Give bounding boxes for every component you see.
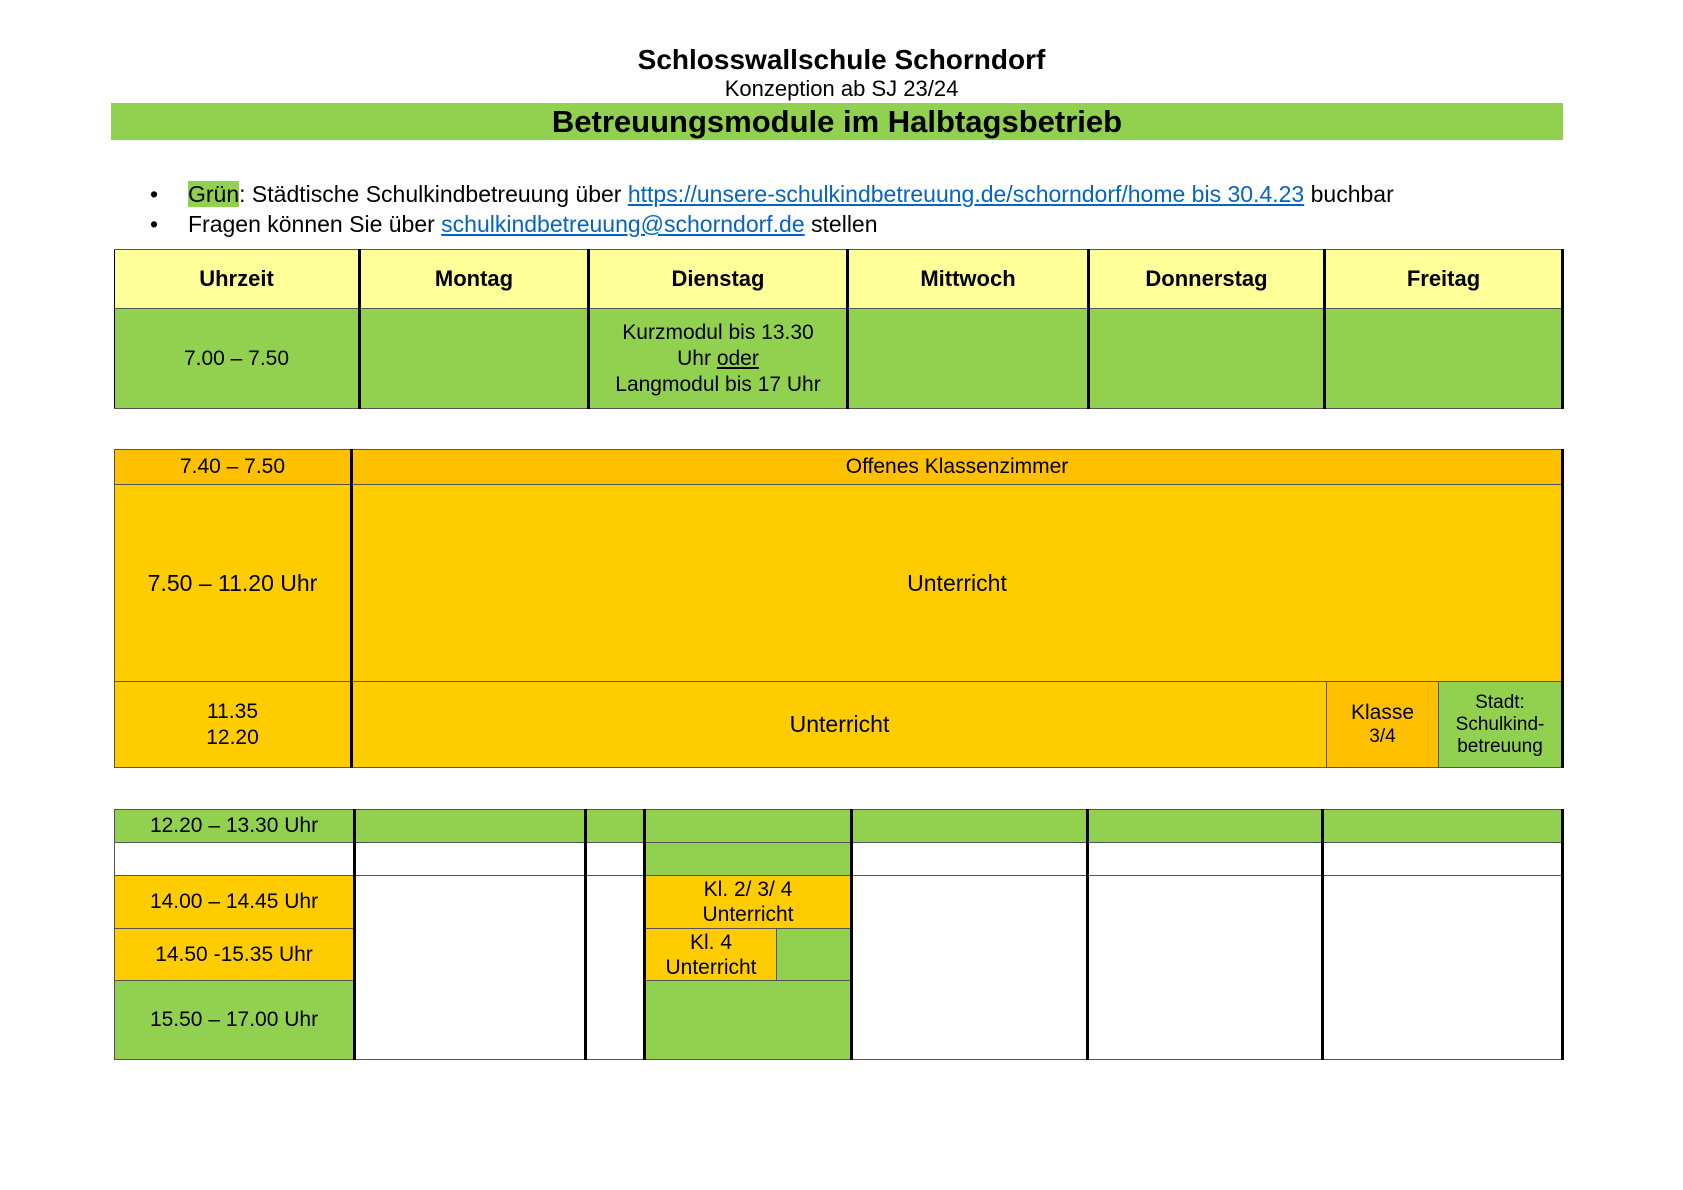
header-mittwoch: Mittwoch [848,250,1089,309]
table-row [115,450,1563,485]
table-row [115,485,1563,682]
cell-dienstag-green [645,981,852,1060]
cell-freitag [1323,876,1563,1060]
cell-mittwoch [852,810,1088,843]
time-cell: 14.50 -15.35 Uhr [115,929,355,981]
concept-subtitle: Konzeption ab SJ 23/24 [724,76,959,101]
header-freitag: Freitag [1325,250,1563,309]
klasse-label: Klasse [1350,700,1415,724]
cell-dienstag [645,810,852,843]
cell-montag [355,810,586,843]
time-cell: 7.40 – 7.50 [115,450,352,485]
header-dienstag: Dienstag [589,250,848,309]
klasse-cell [1327,682,1439,768]
kl4-label: Kl. 4 [689,930,733,954]
kl234-label: Kl. 2/ 3/ 4 [703,878,793,901]
bullet-item-questions [150,211,878,238]
cell-freitag [1323,810,1563,843]
time-start: 11.35 [207,699,258,723]
klasse-grade: 3/4 [1369,725,1396,747]
table-row [115,876,1563,929]
module-line3: Langmodul bis 17 Uhr [615,372,821,396]
cell-narrow [586,810,645,843]
header-montag: Montag [360,250,589,309]
cell-montag [355,843,586,876]
kl4-text: Unterricht [665,955,757,979]
cell-narrow [586,876,645,1060]
time-cell [115,682,352,768]
cell-narrow [586,843,645,876]
time-end: 12.20 [206,725,259,749]
school-title: Schlosswallschule Schorndorf [637,44,1046,75]
cell-dienstag-green [777,929,852,981]
bullet-dot-icon: • [150,211,159,237]
open-classroom-cell: Offenes Klassenzimmer [352,450,1563,485]
bullet2-tail: stellen [804,211,878,237]
booking-link[interactable]: https://unsere-schulkindbetreuung.de/schorndorf/home bis 30.4.23 [627,181,1305,207]
time-cell-empty [115,843,355,876]
table-row [115,843,1563,876]
time-cell: 15.50 – 17.00 Uhr [115,981,355,1060]
cell-freitag [1325,309,1563,409]
cell-dienstag-module [589,309,848,409]
lesson-cell: Unterricht [352,682,1327,768]
schedule-table-morning [114,249,1564,409]
time-cell: 7.00 – 7.50 [115,309,360,409]
table-row [115,309,1563,409]
cell-montag [360,309,589,409]
module-oder: oder [716,346,759,370]
header-uhrzeit: Uhrzeit [115,250,360,309]
table-row [115,810,1563,843]
cell-freitag [1323,843,1563,876]
cell-dienstag [645,843,852,876]
bullet-item-green [150,181,1394,208]
time-cell: 7.50 – 11.20 Uhr [115,485,352,682]
stadt-line3: betreuung [1457,735,1543,757]
green-highlight: Grün [188,181,240,207]
cell-mittwoch [852,843,1088,876]
kl4-lesson-cell [645,929,777,981]
stadt-cell [1439,682,1563,768]
cell-donnerstag [1088,876,1323,1060]
bullet1-text: : Städtische Schulkindbetreuung über [239,181,628,207]
module-line1: Kurzmodul bis 13.30 [622,320,814,344]
stadt-line1: Stadt: [1475,691,1525,713]
schedule-table-afternoon [114,809,1564,1060]
cell-mittwoch [848,309,1089,409]
page-banner: Betreuungsmodule im Halbtagsbetrieb [111,103,1563,140]
schedule-table-school [114,449,1564,768]
time-cell: 14.00 – 14.45 Uhr [115,876,355,929]
module-uhr: Uhr [677,346,717,370]
bullet-dot-icon: • [150,181,159,207]
email-link[interactable]: schulkindbetreuung@schorndorf.de [441,211,805,237]
table-row [115,682,1563,768]
kl234-text: Unterricht [702,903,794,926]
module-line2 [590,346,846,372]
cell-mittwoch [852,876,1088,1060]
table-header-row [115,250,1563,309]
header-donnerstag: Donnerstag [1089,250,1325,309]
time-cell: 12.20 – 13.30 Uhr [115,810,355,843]
bullet1-tail: buchbar [1304,181,1394,207]
cell-montag [355,876,586,1060]
cell-donnerstag [1088,843,1323,876]
bullet2-text: Fragen können Sie über [188,211,442,237]
cell-donnerstag [1088,810,1323,843]
kl234-lesson-cell [645,876,852,929]
lesson-cell: Unterricht [352,485,1563,682]
stadt-line2: Schulkind- [1455,713,1545,735]
cell-donnerstag [1089,309,1325,409]
